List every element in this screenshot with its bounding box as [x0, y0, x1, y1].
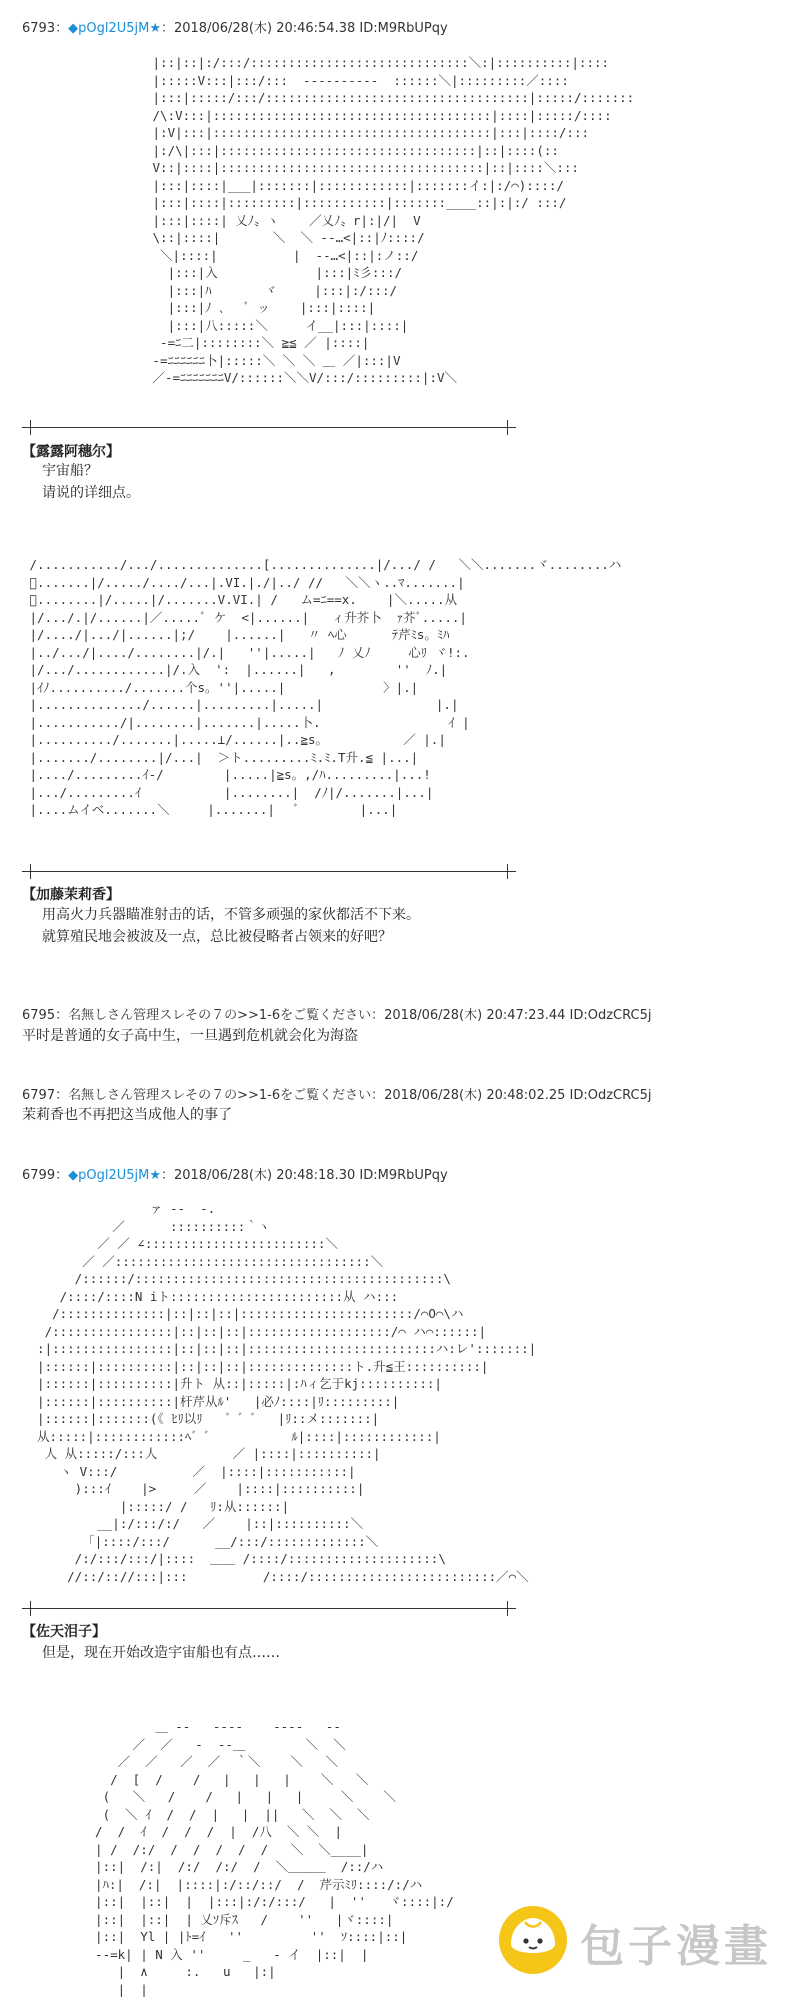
- trip-icon: ◆: [68, 21, 79, 36]
- post-header: [22, 1164, 448, 1183]
- post-number: 6799：: [22, 1168, 69, 1183]
- ascii-art: |::|::|:/:::/:::::::::::::::::::::::::::::＼:|::::::::::|:::: |:::::V:::|:::/::: ‐‐‐‐‐‐‐‐‐‐ ::::::＼|:::::::::／:::: |:::|:::::/:::/:::::::::::::::::::::::::::::::::::|:::::/::::::: /\:V:::|:::::::::::::::::::::::::::::::::::::|::::|:::::/:::: |:V|:::|:::::::::::::::::::::::::::::::::::::|:::|::::/::: |:/\|:::|::::::::::::::::::::::::::::::::::|::|::::(:: V::|::::|:::::::::::::::::::::::::::::::::::|::|::::＼::: |:::|::::|___|:::::::|::::::::::::|:::::::イ:|:/⌒)::::/ |:::|::::|:::::::::|:::::::::::|:::::::____::|:|:/ :::/ |:::|::::| 乂ﾉ〟ヽ ／乂ﾉ〟r|:|/| V \::|::::| ＼ ＼ ‐‐…<|::|ﾉ::::/ ＼|::::| | ‐‐…<|::|:ノ::/ |:::|入 |:::|ﾐ彡:::/ |:::|ﾊ ヾ |:::|:/:::/ |:::|ﾉ ､ ﾞ ッ |:::|::::| |:::|八:::::＼ イ__|:::|::::| ‐=ﾆ二|::::::::＼ ≧≦ ／ |::::| ‐=ﾆﾆﾆﾆﾆﾆ卜|:::::＼ ＼ ＼ ＿ ／|:::|V ／‐=ﾆﾆﾆﾆﾆﾆﾆV/::::::＼＼V/:::/:::::::::|:V＼: [152, 55, 635, 385]
- divider: [22, 871, 516, 872]
- post-meta: ：2018/06/28(木) 20:46:54.38 ID:M9RbUPqy: [160, 21, 448, 36]
- watermark: [495, 1900, 795, 1990]
- divider: [22, 1608, 516, 1609]
- trip-icon: ◆: [68, 1168, 79, 1183]
- speaker-name: 【佐天泪子】: [22, 1624, 106, 1640]
- post-header: [22, 17, 448, 36]
- star-icon: ★: [149, 21, 161, 36]
- speaker-name: 【露露阿穗尔】: [22, 444, 120, 460]
- ascii-art: ＿ ‐‐ ‐‐‐‐ ‐‐‐‐ ‐‐ ／ ／ ‐ ‐‐＿ ＼ ＼ ／ ／ ／ ／ ｀＼ ＼ ＼ / [ / / | | | ＼ ＼ ( ＼ / / | | | ＼ ＼ ( ＼ ｲ / / | | || ＼ ＼ ＼ / / ｲ / / / | /八 ＼ ＼ | | / /:/ / / / / / ＼ ＼____| |::| /:| /:/ /:/ / ＼＿＿＿ /::/ハ |ﾊ:| /:| |::::|:/::/::/ / 芹示ﾐﾘ::::/:/ハ |::| |::| | |:::|:/:/:::/ | '' ヾ::::|:/ |::| |::| | 乂ｿ斥ｽ / '' |ヾ::::| |::| Yl | |ﾄ=ｲ '' '' ｿ::::|::| ‐‐=k| | N 入 '' _ ‐ イ |::| | | ∧ :. u |:| | |: [95, 1719, 454, 1997]
- watermark-text: 包子漫畫: [580, 1921, 772, 1972]
- baozi-bun-icon: [495, 1900, 571, 1976]
- dialogue-line: 请说的详细点。: [42, 485, 140, 501]
- star-icon: ★: [149, 1168, 161, 1183]
- anon-name: 名無しさん管理スレその７の>>1-6をご覧ください: [68, 1088, 372, 1103]
- dialogue-line: 用高火力兵器瞄准射击的话，不管多顽强的家伙都活不下来。: [42, 907, 420, 923]
- post-meta: ：2018/06/28(木) 20:48:18.30 ID:M9RbUPqy: [160, 1168, 448, 1183]
- post-header: [22, 1084, 651, 1103]
- post-meta: ：2018/06/28(木) 20:48:02.25 ID:OdzCRC5j: [371, 1088, 652, 1103]
- ascii-art: /.........../.../..............[..............|/.../ / ＼＼.......ヾ........ハ ﾞ.......|/...../..../...|.VI.|./|../ // ＼＼ヽ..ﾏ.......| ﾞ........|/.....|/.......V.VI.| / ム=ﾆ==x. |＼.....从 |/.../.|/......|／.....ﾞ ケ <|......| ィ升芥卜 ｧ芥ﾞ.....| |/..../|.../|......|;/ |......| 〃 ﾍ心 ﾃ芹ﾐs。ﾐﾊ |../.../|..../........|/.| ''|.....| ﾉ 乂ﾉ 心ﾘ ヾ!:. |/.../............|/.入 ': |......| , '' ﾉ.| |ｲﾉ........../.......个s。''|.....| 〉|.| |............../......|.........|.....| |.| |.........../|........|.......|.....卜. ｲ | |........../.......|.....⊥/......|..≧s。 ／ |.| |......./........|/...| ＞ト.........ﾐ.ﾐ.T升.≦ |...| |..../.........ｲ-/ |.....|≧s。,/ﾊ.........|...! |.../.........ｲ |........| /ﾉ|/.......|...| |....ムイベ.......＼ |.......| ﾞ |...|: [22, 557, 622, 817]
- anon-name: 名無しさん管理スレその７の>>1-6をご覧ください: [68, 1008, 372, 1023]
- post-number: 6793：: [22, 21, 69, 36]
- divider: [22, 427, 516, 428]
- tripcode[interactable]: pOgl2U5jM: [78, 1168, 150, 1183]
- post-meta: ：2018/06/28(木) 20:47:23.44 ID:OdzCRC5j: [371, 1008, 652, 1023]
- post-body: 茉莉香也不再把这当成他人的事了: [22, 1107, 232, 1123]
- tripcode[interactable]: pOgl2U5jM: [78, 21, 150, 36]
- dialogue-line: 但是，现在开始改造宇宙船也有点……: [42, 1645, 280, 1661]
- ascii-art: ァ ‐‐ ‐. ／ ::::::::::｀ヽ ／ ／ ∠::::::::::::::::::::::::＼ ／ ／::::::::::::::::::::::::::::::::::＼ /::::::/:::::::::::::::::::::::::::::::::::::::::\ /::::/::::N iト:::::::::::::::::::::::从 ハ::: /::::::::::::::|::|::|::|:::::::::::::::::::::::/⌒O⌒\ハ /::::::::::::::::|::|::|::|:::::::::::::::::::/⌒ ハ⌒::::::| :|::::::::::::::::|::|::|::|:::::::::::::::::::::::::ハ:レ':::::::| |::::::|::::::::::|::|::|::|::::::::::::::ト.升≦王::::::::::| |::::::|::::::::::|升ト 从::|:::::|:ﾊィ乞于kj::::::::::| |::::::|::::::::::|杆芹从ﾙ' |必ﾉ::::|ﾘ:::::::::| |::::::|:::::::(《 ﾋﾘ以ﾘ ゛゛゛ |ﾘ::メ:::::::| 从:::::|::::::::::::ﾍ゛゛ ﾙ|::::|::::::::::::| 人 从:::::/:::人 ／ |::::|::::::::::| ヽ V:::/ ／ |::::|:::::::::::| ):::ｲ |> ／ |::::|::::::::::| |:::::/ / ﾘ:从::::::| __|:/:::/:/ ／ |::|::::::::::＼ 「|::::/:::/ __/:::/:::::::::::::＼ /:/:::/:::/|:::: ＿＿ /::::/::::::::::::::::::::\ //::/:://:::|::: /::::/:::::::::::::::::::::::::／⌒＼: [37, 1201, 537, 1584]
- dialogue-line: 宇宙船？: [42, 463, 98, 479]
- post-number: 6795：: [22, 1008, 69, 1023]
- post-header: [22, 1004, 651, 1023]
- post-number: 6797：: [22, 1088, 69, 1103]
- speaker-name: 【加藤茉莉香】: [22, 887, 120, 903]
- dialogue-line: 就算殖民地会被波及一点，总比被侵略者占领来的好吧？: [42, 929, 392, 945]
- post-body: 平时是普通的女子高中生，一旦遇到危机就会化为海盗: [22, 1028, 358, 1044]
